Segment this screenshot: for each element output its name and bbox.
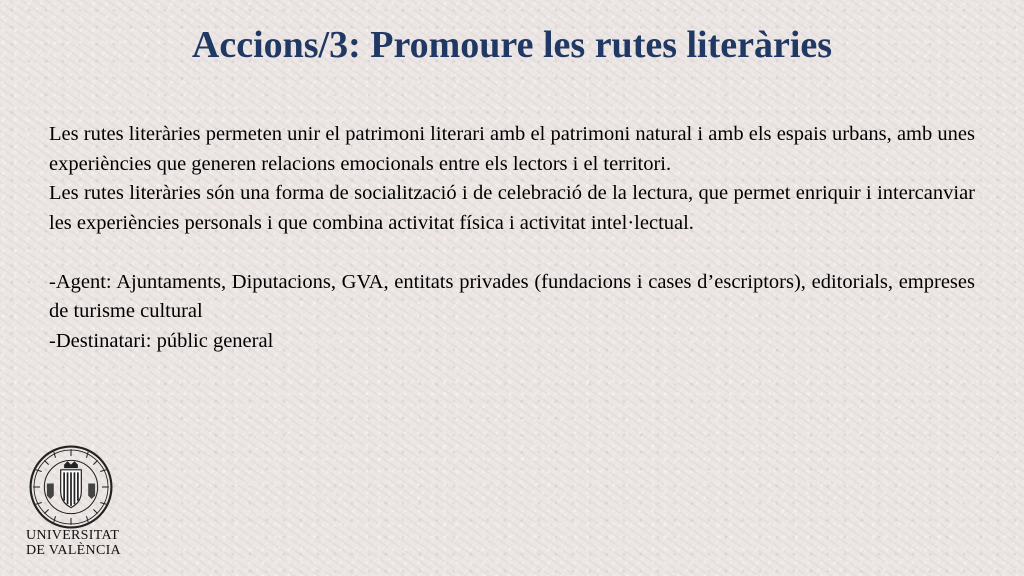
paragraph-destinatari: -Destinatari: públic general xyxy=(49,329,274,352)
slide-body xyxy=(49,120,975,356)
university-seal-icon xyxy=(28,444,114,530)
wordmark-line-2: DE VALÈNCIA xyxy=(26,543,121,558)
paragraph-agent: -Agent: Ajuntaments, Diputacions, GVA, entitats privades (fundacions i cases d’escriptors), editorials, empreses de turisme cultural xyxy=(49,270,975,322)
paragraph-socialization: Les rutes literàries són una forma de socialització i de celebració de la lectura, que permet enriquir i intercanviar les experiències personals i que combina activitat física i activitat intel·lectual. xyxy=(49,182,975,234)
university-logo xyxy=(26,444,121,564)
wordmark-line-1: UNIVERSITAT xyxy=(26,528,120,543)
paragraph-spacer xyxy=(49,238,975,268)
slide-title: Accions/3: Promoure les rutes literàries xyxy=(191,24,833,66)
paragraph-intro: Les rutes literàries permeten unir el patrimoni literari amb el patrimoni natural i amb els espais urbans, amb unes experiències que generen relacions emocionals entre els lectors i el territori. xyxy=(49,123,975,175)
university-wordmark xyxy=(26,528,122,558)
